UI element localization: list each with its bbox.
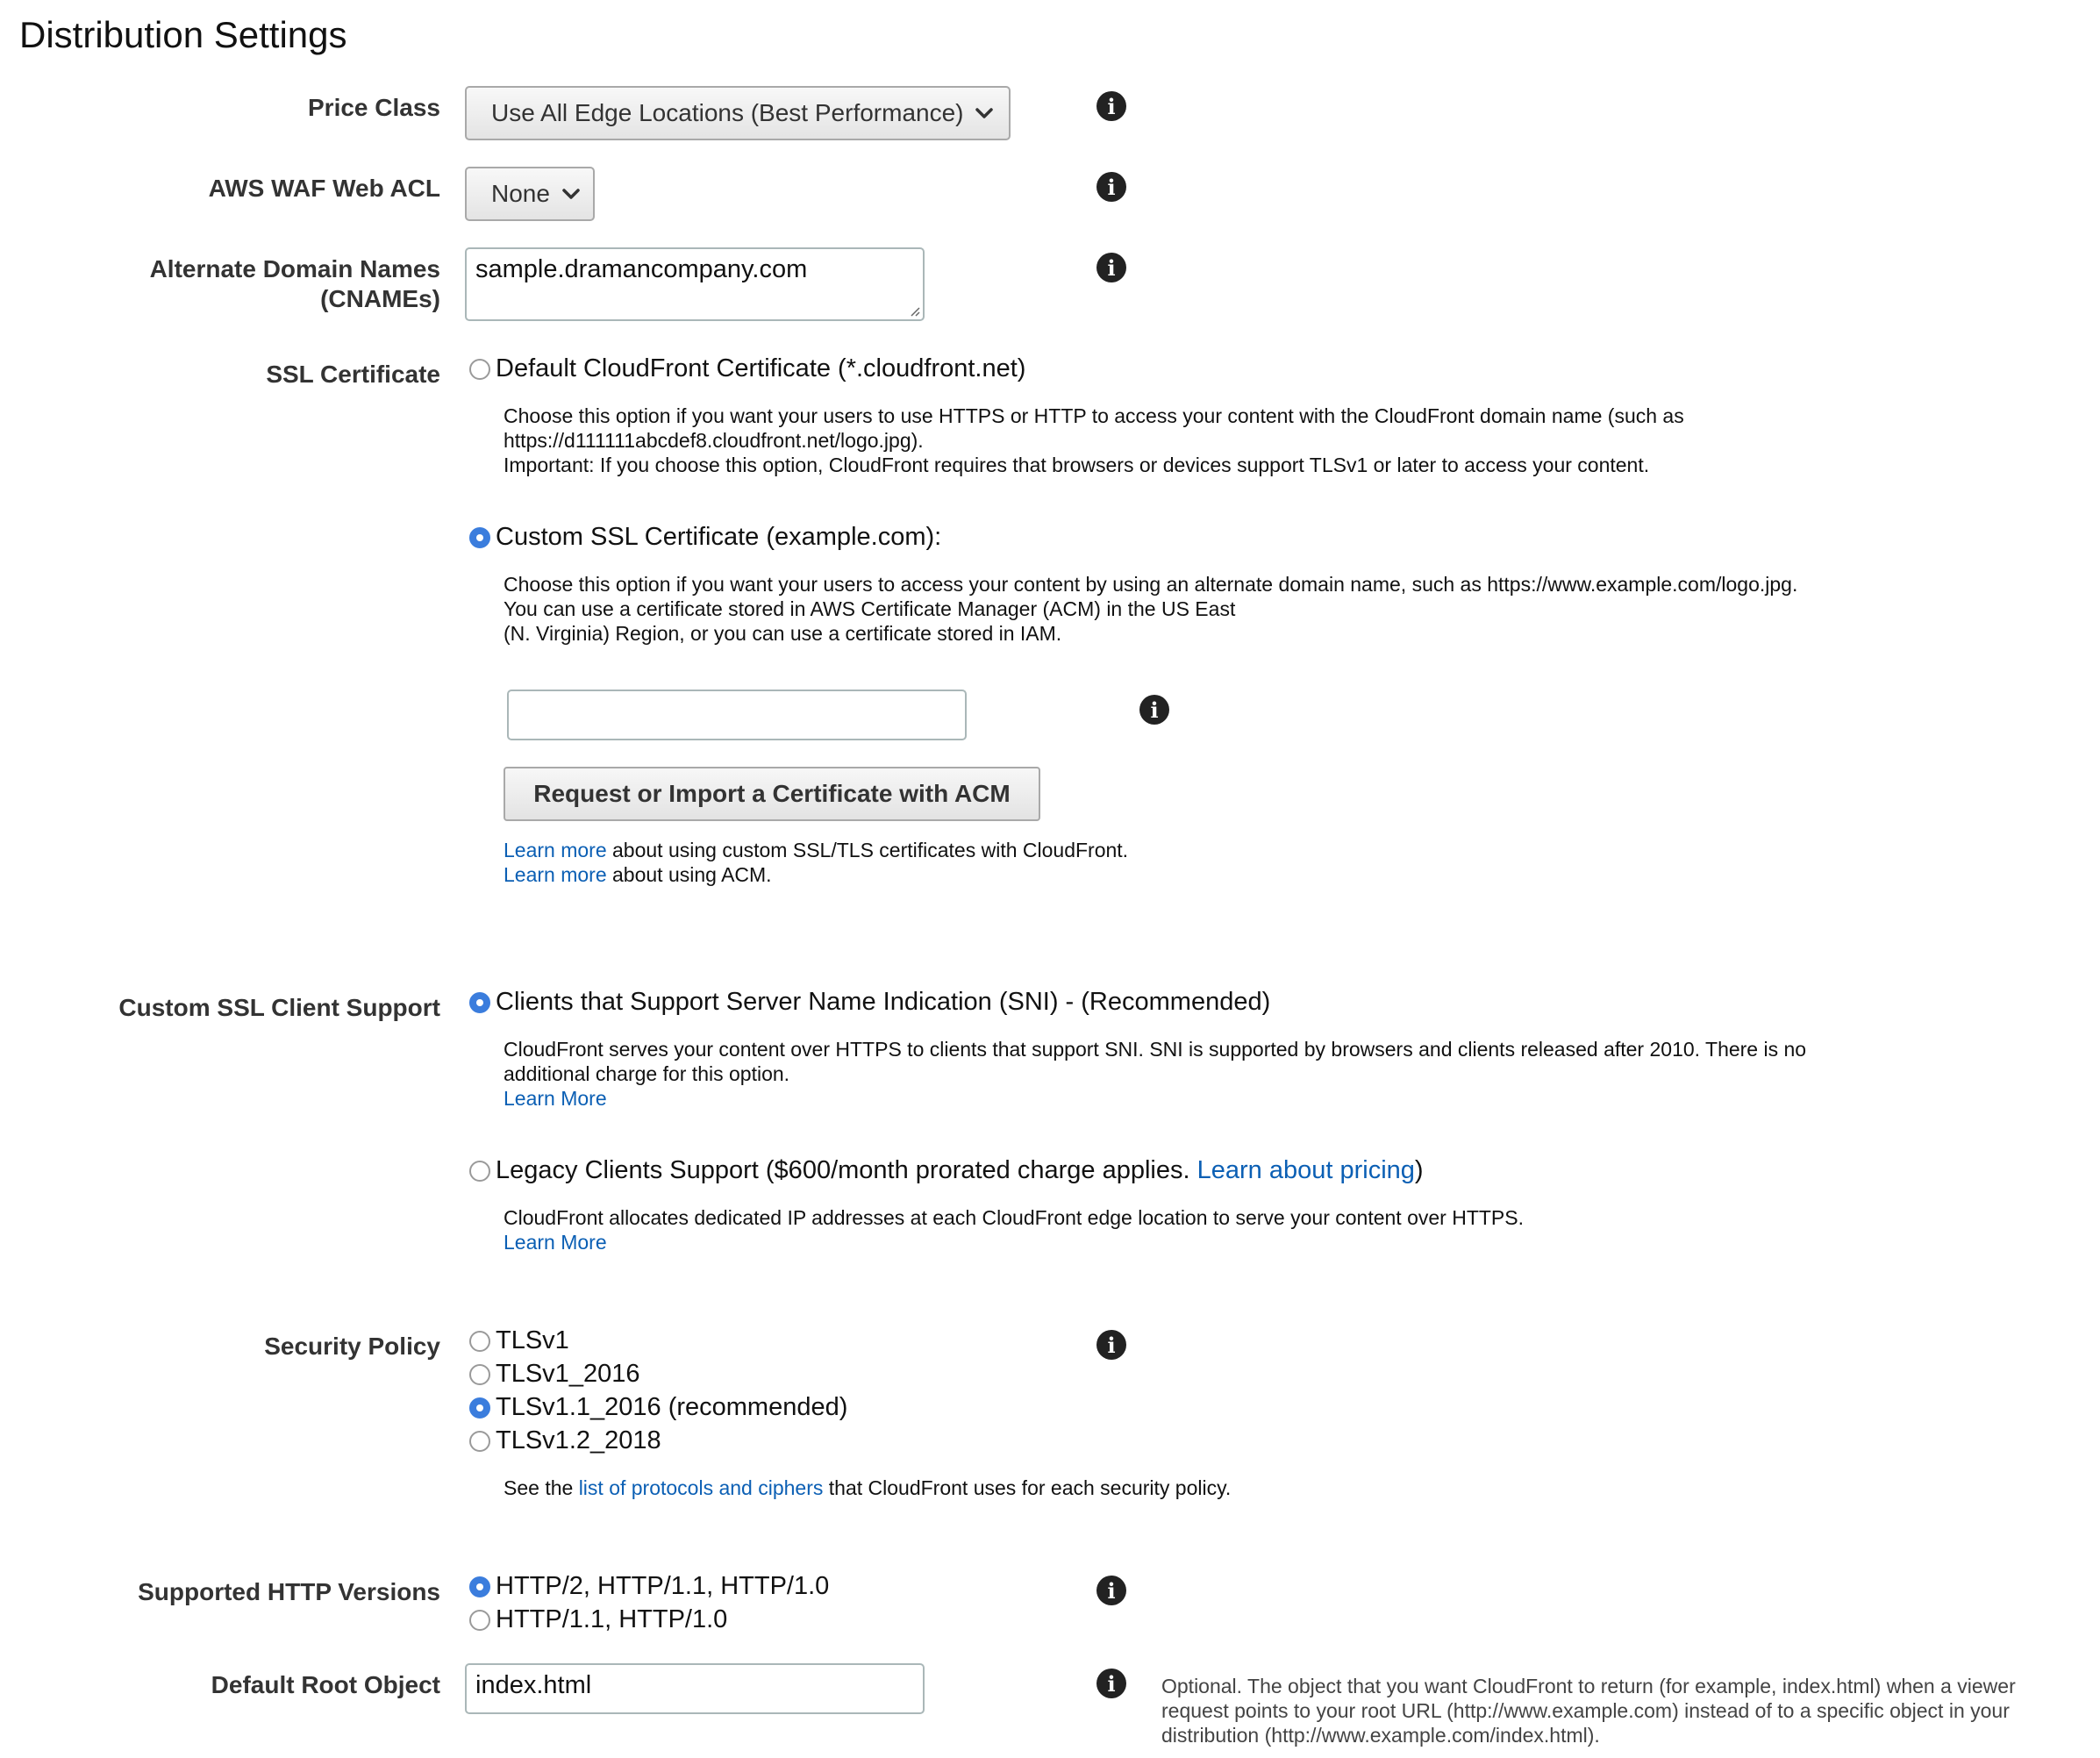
sni-desc-1: CloudFront serves your content over HTTPS to clients that support SNI. SNI is supported by browsers and clients released after 2010. There is no xyxy=(504,1038,1807,1061)
request-acm-certificate-button[interactable]: Request or Import a Certificate with ACM xyxy=(504,767,1040,821)
root-object-input[interactable] xyxy=(465,1663,925,1714)
legacy-learn-more-link[interactable]: Learn More xyxy=(504,1231,607,1254)
learn-more-ssl-link[interactable]: Learn more xyxy=(504,839,607,861)
info-icon[interactable]: i xyxy=(1096,172,1126,202)
http-versions-label: Supported HTTP Versions xyxy=(138,1578,440,1605)
waf-label: AWS WAF Web ACL xyxy=(208,175,440,202)
learn-more-ssl-text: about using custom SSL/TLS certificates with CloudFront. xyxy=(606,839,1129,861)
ssl-default-radio[interactable] xyxy=(469,359,490,380)
http2-option: HTTP/2, HTTP/1.1, HTTP/1.0 xyxy=(496,1572,830,1600)
ssl-learn-more-line-2 xyxy=(504,862,772,887)
price-class-value: Use All Edge Locations (Best Performance) xyxy=(491,99,964,126)
learn-more-acm-text: about using ACM. xyxy=(606,863,772,886)
cnames-label-line2: (CNAMEs) xyxy=(320,285,440,312)
cnames-label-line1: Alternate Domain Names xyxy=(149,255,440,282)
ssl-custom-desc-2: You can use a certificate stored in AWS Certificate Manager (ACM) in the US East xyxy=(504,597,1236,620)
waf-select[interactable] xyxy=(465,167,595,221)
chevron-down-icon xyxy=(561,183,582,204)
security-policy-note-suffix: that CloudFront uses for each security policy. xyxy=(823,1476,1232,1499)
ssl-default-desc-3: Important: If you choose this option, CloudFront requires that browsers or devices support TLSv1 or later to access your content. xyxy=(504,454,1650,476)
info-icon[interactable]: i xyxy=(1096,1576,1126,1605)
legacy-desc: CloudFront allocates dedicated IP addresses at each CloudFront edge location to serve your content over HTTPS. xyxy=(504,1206,1524,1229)
security-policy-note xyxy=(504,1476,1231,1500)
tlsv1-1-2016-radio[interactable] xyxy=(469,1397,490,1419)
client-support-label: Custom SSL Client Support xyxy=(118,994,440,1021)
legacy-option-close: ) xyxy=(1414,1156,1424,1184)
info-icon[interactable]: i xyxy=(1096,253,1126,282)
ssl-learn-more-line-1 xyxy=(504,838,1128,862)
root-object-help-1: Optional. The object that you want CloudFront to return (for example, index.html) when a viewer xyxy=(1161,1675,2016,1697)
page-title: Distribution Settings xyxy=(19,14,347,55)
learn-more-acm-link[interactable]: Learn more xyxy=(504,863,607,886)
price-class-label: Price Class xyxy=(308,94,440,121)
resize-handle-icon[interactable] xyxy=(908,304,920,317)
root-object-label: Default Root Object xyxy=(211,1671,440,1698)
security-policy-note-prefix: See the xyxy=(504,1476,579,1499)
tlsv1-2-2018-option: TLSv1.2_2018 xyxy=(496,1426,661,1454)
protocols-ciphers-link[interactable]: list of protocols and ciphers xyxy=(578,1476,824,1499)
root-object-help-2: request points to your root URL (http://www.example.com) instead of to a specific object in your xyxy=(1161,1699,2010,1722)
info-icon[interactable]: i xyxy=(1096,1669,1126,1698)
root-object-value: index.html xyxy=(475,1671,592,1699)
legacy-radio[interactable] xyxy=(469,1161,490,1182)
tlsv1-radio[interactable] xyxy=(469,1331,490,1352)
tlsv1-2016-option: TLSv1_2016 xyxy=(496,1360,640,1388)
sni-option: Clients that Support Server Name Indication (SNI) - (Recommended) xyxy=(496,988,1271,1016)
tlsv1-1-2016-option: TLSv1.1_2016 (recommended) xyxy=(496,1393,848,1421)
http11-option: HTTP/1.1, HTTP/1.0 xyxy=(496,1605,728,1633)
http11-radio[interactable] xyxy=(469,1610,490,1631)
waf-value: None xyxy=(491,180,550,207)
cnames-textarea[interactable] xyxy=(465,247,925,321)
security-policy-label: Security Policy xyxy=(264,1333,440,1360)
tlsv1-2-2018-radio[interactable] xyxy=(469,1431,490,1452)
info-icon[interactable]: i xyxy=(1096,1330,1126,1360)
sni-desc-2: additional charge for this option. xyxy=(504,1062,790,1085)
ssl-default-desc-2: https://d111111abcdef8.cloudfront.net/logo.jpg). xyxy=(504,429,924,452)
sni-radio[interactable] xyxy=(469,992,490,1013)
tlsv1-2016-radio[interactable] xyxy=(469,1364,490,1385)
learn-about-pricing-link[interactable]: Learn about pricing xyxy=(1196,1156,1415,1184)
cnames-value: sample.dramancompany.com xyxy=(475,255,808,283)
ssl-custom-desc-3: (N. Virginia) Region, or you can use a certificate stored in IAM. xyxy=(504,622,1062,645)
chevron-down-icon xyxy=(974,103,995,124)
info-icon[interactable]: i xyxy=(1139,695,1169,725)
ssl-default-option: Default CloudFront Certificate (*.cloudfront.net) xyxy=(496,354,1026,382)
legacy-option xyxy=(496,1154,1424,1186)
tlsv1-option: TLSv1 xyxy=(496,1326,569,1354)
info-icon[interactable]: i xyxy=(1096,91,1126,121)
ssl-custom-desc-1: Choose this option if you want your users to access your content by using an alternate domain name, such as https://www.example.com/logo.jpg. xyxy=(504,573,1798,596)
price-class-select[interactable] xyxy=(465,86,1011,140)
sni-learn-more-link[interactable]: Learn More xyxy=(504,1087,607,1110)
legacy-option-text: Legacy Clients Support ($600/month prorated charge applies. xyxy=(496,1156,1197,1184)
ssl-custom-option: Custom SSL Certificate (example.com): xyxy=(496,523,942,551)
certificate-input[interactable] xyxy=(507,690,967,740)
root-object-help-3: distribution (http://www.example.com/index.html). xyxy=(1161,1724,1600,1747)
http2-radio[interactable] xyxy=(469,1576,490,1597)
ssl-default-desc-1: Choose this option if you want your users to use HTTPS or HTTP to access your content with the CloudFront domain name (such as xyxy=(504,404,1684,427)
ssl-custom-radio[interactable] xyxy=(469,527,490,548)
ssl-label: SSL Certificate xyxy=(266,361,440,388)
